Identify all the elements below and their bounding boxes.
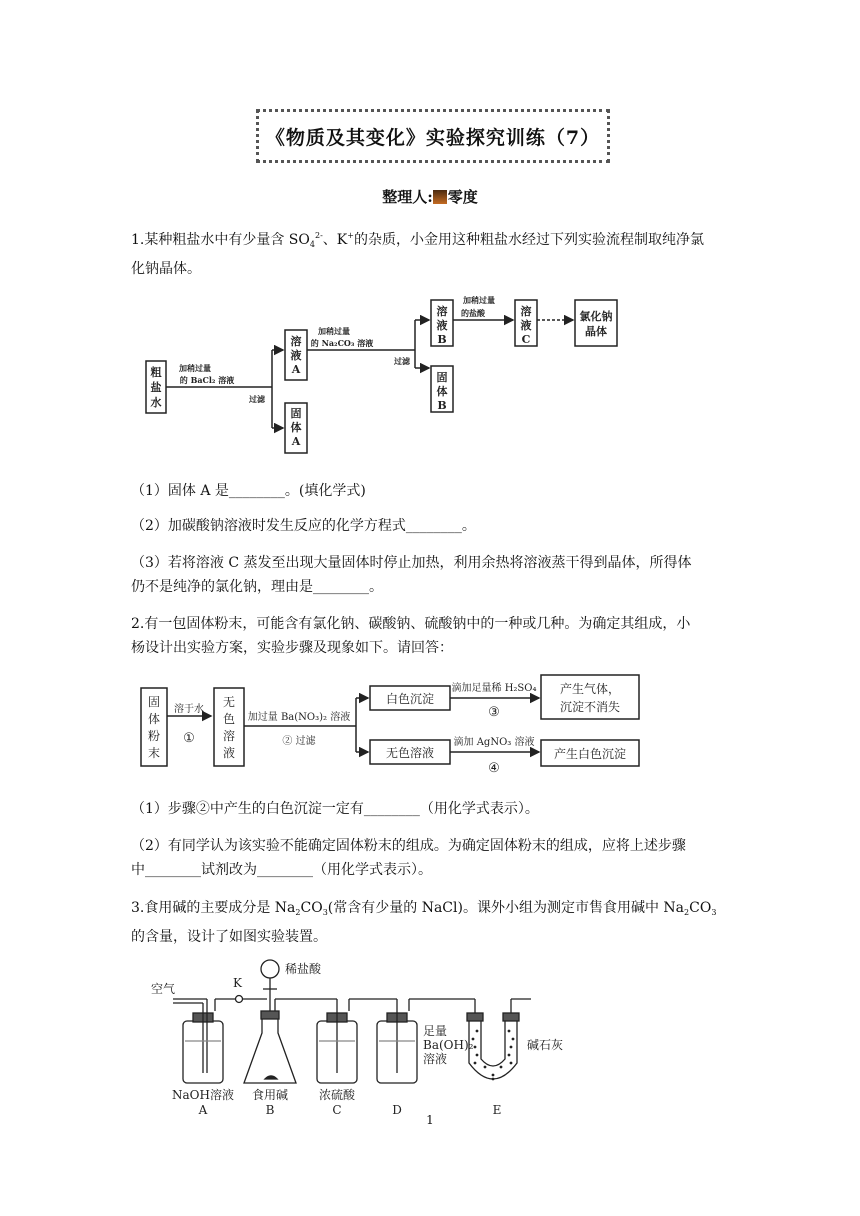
svg-text:A: A bbox=[291, 363, 301, 376]
svg-text:固: 固 bbox=[290, 407, 302, 420]
result3-line2: 沉淀不消失 bbox=[559, 700, 621, 714]
valve-k-label: K bbox=[233, 976, 242, 990]
box-nacl-crystal bbox=[575, 300, 617, 346]
svg-text:B: B bbox=[437, 399, 447, 412]
author-name: 零度 bbox=[447, 188, 478, 206]
stopper-b bbox=[261, 1011, 279, 1019]
svg-text:溶: 溶 bbox=[290, 335, 302, 348]
svg-text:体: 体 bbox=[147, 712, 161, 726]
b-label: 食用碱 bbox=[251, 1088, 289, 1102]
svg-text:固: 固 bbox=[147, 695, 161, 709]
svg-text:晶体: 晶体 bbox=[585, 325, 607, 338]
svg-text:无: 无 bbox=[222, 695, 236, 709]
q1-flowchart bbox=[135, 290, 635, 460]
colorless-sol-text: 无色溶液 bbox=[385, 746, 435, 760]
q3-apparatus-diagram bbox=[145, 955, 585, 1115]
q2-part1: （1）步骤②中产生的白色沉淀一定有________（用化学式表示）。 bbox=[131, 801, 539, 817]
q2-step3-num: ③ bbox=[488, 705, 500, 720]
e-letter: E bbox=[492, 1103, 502, 1115]
d-label-3: 溶液 bbox=[423, 1052, 448, 1066]
q1-stem-line2: 化钠晶体。 bbox=[131, 261, 201, 277]
author-label: 整理人: bbox=[382, 188, 433, 206]
flask-b bbox=[244, 1017, 296, 1083]
author-avatar-icon bbox=[433, 190, 447, 204]
q1-filter1: 过滤 bbox=[249, 394, 265, 404]
svg-text:色: 色 bbox=[222, 712, 236, 726]
q1-part2: （2）加碳酸钠溶液时发生反应的化学方程式________。 bbox=[131, 518, 476, 534]
q2-flowchart bbox=[131, 668, 651, 778]
q2-step4-num: ④ bbox=[488, 761, 500, 776]
svg-text:氯化钠: 氯化钠 bbox=[579, 310, 613, 323]
svg-text:固: 固 bbox=[436, 371, 448, 384]
q1-step3-bottom: 的盐酸 bbox=[461, 308, 485, 318]
d-label-2: Ba(OH)₂ bbox=[423, 1038, 474, 1052]
page-title bbox=[256, 109, 610, 163]
svg-text:溶: 溶 bbox=[436, 305, 448, 318]
svg-text:液: 液 bbox=[290, 349, 302, 362]
c-label: 浓硫酸 bbox=[318, 1088, 356, 1102]
svg-text:溶: 溶 bbox=[520, 305, 532, 318]
q2-part2: （2）有同学认为该实验不能确定固体粉末的组成。为确定固体粉末的组成，应将上述步骤 中________试剂改为________（用化学式表示）。 bbox=[131, 838, 686, 878]
d-label-1: 足量 bbox=[423, 1024, 448, 1038]
q2-step2-num: ② 过滤 bbox=[282, 736, 316, 747]
q1-step2-top: 加稍过量 bbox=[318, 326, 350, 336]
c-letter: C bbox=[332, 1103, 342, 1115]
q1-stem-line1: 1.某种粗盐水中有少量含 $SO_4^{2-}$、K+的杂质，小金用这种粗盐水经过下列实验流程制取纯净氯 bbox=[131, 231, 704, 249]
q2-step4-top: 滴加 AgNO₃ 溶液 bbox=[453, 737, 535, 748]
svg-text:溶: 溶 bbox=[222, 729, 236, 743]
q1-part3: （3）若将溶液 C 蒸发至出现大量固体时停止加热，利用余热将溶液蒸干得到晶体，所得体 仍不是纯净的氯化钠，理由是________。 bbox=[131, 555, 692, 595]
svg-text:粉: 粉 bbox=[147, 729, 161, 743]
svg-text:A: A bbox=[291, 435, 301, 448]
air-label: 空气 bbox=[151, 982, 176, 996]
result4-text: 产生白色沉淀 bbox=[553, 747, 627, 761]
svg-text:体: 体 bbox=[436, 385, 448, 398]
q3-stem: 3.食用碱的主要成分是 $Na_2CO_3$(常含有少量的 NaCl)。课外小组为测定市售食用碱中 $Na_2CO_3$ 的含量，设计了如图实验装置。 bbox=[131, 900, 717, 945]
page-number: 1 bbox=[426, 1113, 434, 1127]
q2-step3-top: 滴加足量稀 H₂SO₄ bbox=[451, 683, 537, 694]
crude-brine-char2: 盐 bbox=[150, 381, 162, 394]
valve-k-icon bbox=[236, 996, 243, 1003]
svg-text:液: 液 bbox=[520, 319, 532, 332]
q1-stem bbox=[131, 224, 731, 281]
q1-step3-top: 加稍过量 bbox=[463, 295, 495, 305]
q1-filter2: 过滤 bbox=[394, 356, 410, 366]
crude-brine-char3: 水 bbox=[150, 396, 162, 409]
q2-step1-label: 溶于水 bbox=[174, 704, 204, 715]
svg-text:液: 液 bbox=[436, 319, 448, 332]
q1-part1: （1）固体 A 是________。(填化学式) bbox=[131, 483, 366, 499]
svg-text:液: 液 bbox=[222, 746, 236, 760]
q1-step1-bottom: 的 BaCl₂ 溶液 bbox=[179, 375, 235, 385]
q2-step1-num: ① bbox=[183, 731, 195, 746]
white-ppt-text: 白色沉淀 bbox=[385, 692, 435, 706]
q2-step2-top: 加过量 Ba(NO₃)₂ 溶液 bbox=[247, 712, 351, 723]
a-label: NaOH溶液 bbox=[172, 1088, 234, 1102]
q2-stem: 2.有一包固体粉末，可能含有氯化钠、碳酸钠、硫酸钠中的一种或几种。为确定其组成，小 杨设计出实验方案，实验步骤及现象如下。请回答： bbox=[131, 616, 691, 656]
svg-text:B: B bbox=[437, 333, 447, 346]
svg-text:C: C bbox=[521, 333, 531, 346]
crude-brine-char1: 粗 bbox=[150, 366, 162, 379]
result3-line1: 产生气体， bbox=[559, 682, 621, 696]
author-line bbox=[0, 186, 860, 207]
e-label: 碱石灰 bbox=[527, 1038, 564, 1052]
svg-text:末: 末 bbox=[147, 746, 161, 760]
page-title-text: 《物质及其变化》实验探究训练（7） bbox=[265, 126, 601, 149]
q1-step1-top: 加稍过量 bbox=[179, 363, 211, 373]
d-letter: D bbox=[392, 1103, 402, 1115]
svg-text:体: 体 bbox=[290, 421, 302, 434]
b-letter: B bbox=[265, 1103, 275, 1115]
a-letter: A bbox=[198, 1103, 208, 1115]
q1-step2-bottom: 的 Na₂CO₃ 溶液 bbox=[310, 338, 374, 348]
acid-label: 稀盐酸 bbox=[285, 962, 322, 976]
funnel-bulb bbox=[261, 960, 279, 978]
